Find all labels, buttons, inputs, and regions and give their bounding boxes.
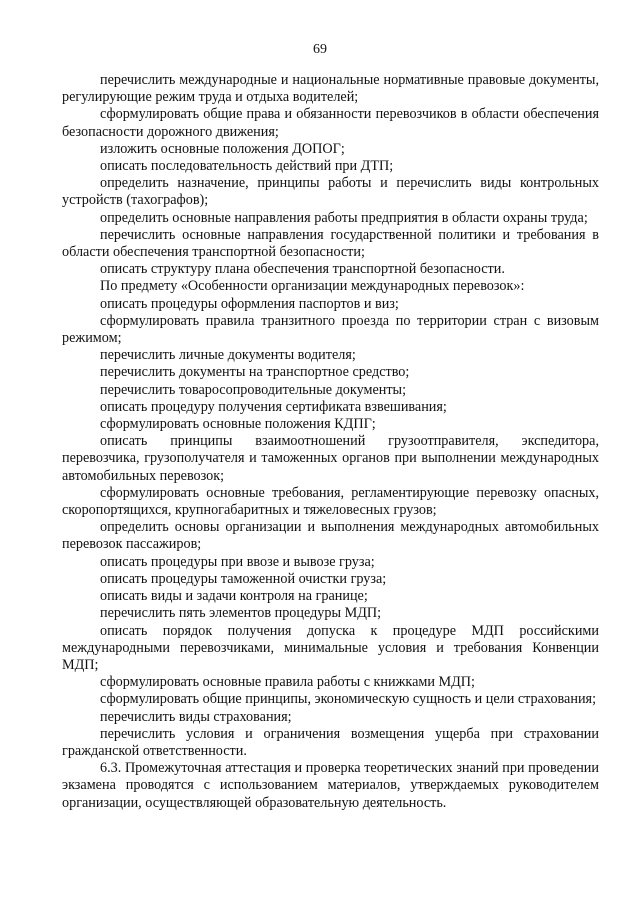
body-paragraph: перечислить основные направления государственной политики и требования в области обеспечения транспортной безопасности; bbox=[62, 226, 599, 261]
body-paragraph: описать процедуру получения сертификата взвешивания; bbox=[100, 398, 447, 415]
body-paragraph: описать структуру плана обеспечения транспортной безопасности. bbox=[100, 261, 505, 278]
body-paragraph: По предмету «Особенности организации международных перевозок»: bbox=[100, 278, 525, 295]
body-paragraph: описать процедуры при ввозе и вывозе груза; bbox=[100, 553, 375, 570]
body-paragraph: перечислить виды страхования; bbox=[100, 708, 292, 725]
body-paragraph: сформулировать основные требования, регламентирующие перевозку опасных, скоропортящихся, крупногабаритных и тяжеловесных грузов; bbox=[62, 484, 599, 519]
body-paragraph: 6.3. Промежуточная аттестация и проверка теоретических знаний при проведении экзамена проводятся с использованием материалов, утверждаемых руководителем организации, осуществляющей образовательную деятельность. bbox=[62, 760, 599, 811]
body-paragraph: описать принципы взаимоотношений грузоотправителя, экспедитора, перевозчика, грузополучателя и таможенных органов при выполнении международных автомобильных перевозок; bbox=[62, 433, 599, 484]
body-paragraph: определить основные направления работы предприятия в области охраны труда; bbox=[100, 209, 588, 226]
body-paragraph: описать виды и задачи контроля на границе; bbox=[100, 588, 368, 605]
body-paragraph: перечислить товаросопроводительные документы; bbox=[100, 381, 407, 398]
body-paragraph: сформулировать общие принципы, экономическую сущность и цели страхования; bbox=[100, 691, 597, 708]
body-paragraph: описать процедуры оформления паспортов и виз; bbox=[100, 295, 399, 312]
body-paragraph: описать последовательность действий при ДТП; bbox=[100, 158, 394, 175]
body-paragraph: описать процедуры таможенной очистки груза; bbox=[100, 570, 387, 587]
document-body bbox=[62, 72, 599, 812]
body-paragraph: перечислить условия и ограничения возмещения ущерба при страховании гражданской ответственности. bbox=[62, 725, 599, 759]
body-paragraph: сформулировать основные положения КДПГ; bbox=[100, 416, 376, 433]
body-paragraph: перечислить международные и национальные нормативные правовые документы, регулирующие режим труда и отдыха водителей; bbox=[62, 72, 599, 106]
body-paragraph: изложить основные положения ДОПОГ; bbox=[100, 140, 345, 157]
body-paragraph: сформулировать основные правила работы с книжками МДП; bbox=[100, 674, 475, 691]
body-paragraph: перечислить документы на транспортное средство; bbox=[100, 364, 410, 381]
body-paragraph: перечислить личные документы водителя; bbox=[100, 347, 356, 364]
body-paragraph: сформулировать общие права и обязанности перевозчиков в области обеспечения безопасности дорожного движения; bbox=[62, 106, 599, 140]
body-paragraph: описать порядок получения допуска к процедуре МДП российскими международными перевозчиками, минимальные условия и требования Конвенции МДП; bbox=[62, 622, 599, 673]
page-number: 69 bbox=[313, 42, 327, 57]
body-paragraph: определить основы организации и выполнения международных автомобильных перевозок пассажиров; bbox=[62, 519, 599, 553]
body-paragraph: перечислить пять элементов процедуры МДП; bbox=[100, 605, 382, 622]
body-paragraph: определить назначение, принципы работы и перечислить виды контрольных устройств (тахографов); bbox=[62, 175, 599, 209]
body-paragraph: сформулировать правила транзитного проезда по территории стран с визовым режимом; bbox=[62, 312, 599, 347]
